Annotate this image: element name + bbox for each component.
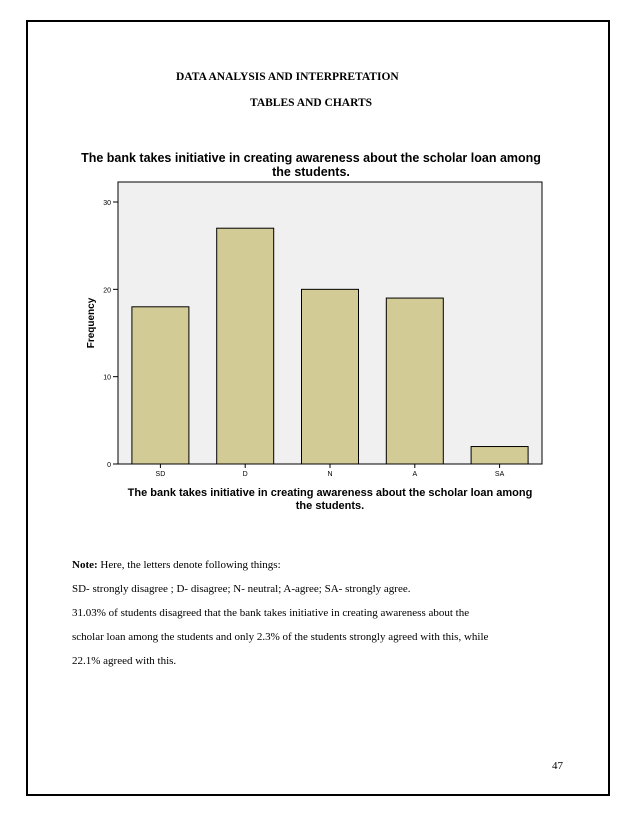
note-line-4: scholar loan among the students and only 2.3% of the students strongly agreed with this, while: [72, 631, 489, 643]
bar-a: [386, 298, 443, 464]
y-tick-label: 20: [103, 287, 111, 295]
note-line-3: 31.03% of students disagreed that the bank takes initiative in creating awareness about the: [72, 607, 470, 619]
chart-title: The bank takes initiative in creating awareness about the scholar loan among the students.: [81, 151, 541, 179]
note-line-2: SD- strongly disagree ; D- disagree; N- neutral; A-agree; SA- strongly agree.: [72, 583, 411, 595]
bar-chart: [70, 178, 550, 482]
bar-sd: [132, 307, 189, 464]
y-tick-label: 30: [103, 200, 111, 207]
x-tick-label: SD: [155, 471, 166, 478]
x-tick-label: N: [327, 471, 333, 478]
x-tick-label: SA: [494, 471, 505, 478]
x-axis-label: The bank takes initiative in creating awareness about the scholar loan among the students.: [127, 487, 533, 512]
x-tick-label: D: [242, 471, 248, 478]
section-subheading: TABLES AND CHARTS: [250, 97, 373, 109]
note-line-1: [72, 553, 572, 577]
y-axis-label: Frequency: [86, 297, 97, 349]
plot-area: [86, 182, 542, 478]
note-intro: Here, the letters denote following things:: [97, 559, 281, 571]
note-line-5: 22.1% agreed with this.: [72, 655, 177, 667]
x-tick-label: A: [412, 471, 418, 478]
note-label: Note:: [72, 559, 98, 571]
page-number: 47: [552, 760, 563, 772]
section-heading: DATA ANALYSIS AND INTERPRETATION: [176, 71, 399, 83]
bar-n: [302, 289, 359, 464]
y-tick-label: 10: [103, 374, 111, 382]
note-block: [72, 553, 572, 673]
bar-sa: [471, 447, 528, 464]
bar-d: [217, 228, 274, 464]
y-tick-label: 0: [107, 462, 111, 469]
